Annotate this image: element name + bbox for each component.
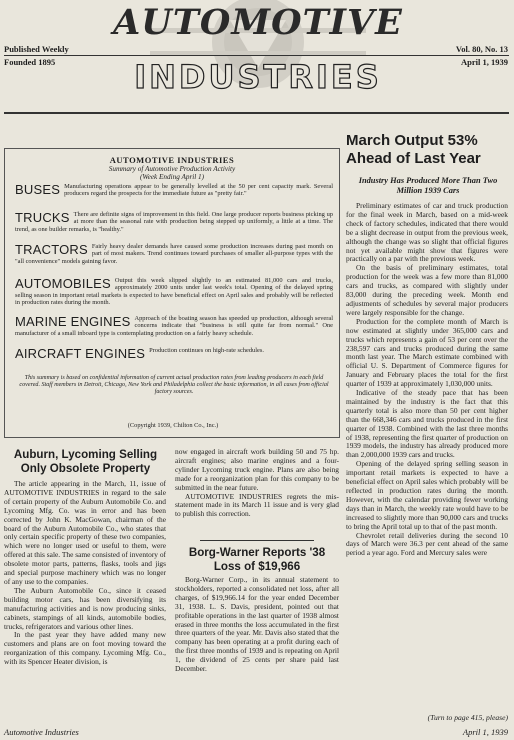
auburn-continuation-2: AUTOMOTIVE INDUSTRIES regrets the mis-statement made in its March 11 issue and is very glad to publish this correction.: [175, 491, 339, 519]
summary-title: AUTOMOTIVE INDUSTRIES: [109, 155, 235, 165]
auburn-paragraph-1: The article appearing in the March, 11, issue of AUTOMOTIVE INDUSTRIES in regard to the sale of certain property of the Auburn Automobile Co. and Lycoming Mfg. Co. was in error and has been corrected by John K. MacGowan, chairman of the board of the Auburn Automobile Co., who states that only certain specific property of these two companies, which were no longer used or useful to them, were offered at this sale. The same consisted of inventory of obsolete motor parts, patterns, flasks, tools and jigs and special purpose machinery which was no longer of any use to the companies.: [4, 480, 166, 586]
production-summary-box: [4, 148, 340, 438]
summary-entry-marine-engines: [15, 315, 333, 337]
auburn-continuation: [175, 448, 339, 536]
footer-date: April 1, 1939: [462, 727, 508, 737]
borg-warner-paragraph: Borg-Warner Corp., in its annual statement to stockholders, reported a consolidated net loss, after all charges, of $19,966.14 for the year ended December 31, 1938. L. S. Davis, president, pointed out that profitable operations in the last quarter of 1938 almost erased in three months the loss accumulated in the first three quarters of the year. Mr. Davis also stated that the company has been operating at a profit during each of the first three months of 1939 and is repeating on April 1, the dividend of 25 cents per share paid last December.: [175, 576, 339, 674]
entry-text: Approach of the boating season has speeded up production, although several concerns indicate that "business is still quite far from normal." One manufacturer of a small inboard type is contemplating production on a fairly heavy schedule.: [15, 315, 333, 337]
entry-text: Fairly heavy dealer demands have caused some production increases during past month on part of most makers. Trend continues toward purchases of smaller all-purpose types with the "all convenience" models gaining favor.: [15, 243, 333, 265]
masthead: [0, 0, 514, 112]
march-paragraph-5: Opening of the delayed spring selling season in important retail markets is expected to have a beneficial effect on April sales which probably will be reflected in production rates during the month. However, with the calendar providing fewer working days than in March, the weekly rate would have to be increased to slightly more than 90,000 cars and trucks to bring the April total up to that of the past month.: [346, 459, 508, 531]
entry-heading: TRUCKS: [15, 210, 70, 225]
masthead-title-automotive: AUTOMOTIVE: [113, 2, 403, 43]
entry-text: There are definite signs of improvement in this field. One large producer reports business picking up at more than the seasonal rate with production being stepped up uniformly, a little at a time. The trend, as one builder remarks, is "healthy.": [15, 211, 333, 233]
march-paragraph-1: Preliminary estimates of car and truck production for the final week in March, based on a mid-week check of factory schedules, indicated that there would be a slight decrease in output from the previous week, although the change was so slight that official figures not yet available might show that figures were practically on a par with the previous week.: [346, 202, 508, 264]
column-divider: [200, 540, 314, 541]
entry-text: Production continues on high-rate schedules.: [149, 347, 264, 354]
entry-heading: BUSES: [15, 182, 61, 197]
auburn-paragraph-3: In the past year they have added many new customers and plans are on foot moving toward the reorganization of this company. Lycoming Mfg. Co., with its Spencer Heater division, is: [4, 630, 166, 667]
march-output-subhead: Industry Has Produced More Than Two Million 1939 Cars: [358, 176, 498, 195]
entry-heading: MARINE ENGINES: [15, 314, 131, 329]
march-paragraph-6: Chevrolet retail deliveries during the second 10 days of March were 36.3 per cent ahead of the same period a year ago. Ford and Mercury sales were: [346, 530, 508, 558]
borg-warner-headline: Borg-Warner Reports '38 Loss of $19,966: [188, 546, 326, 573]
auburn-paragraph-2: The Auburn Automobile Co., since it ceased building motor cars, has been diversifying its manufacturing activities and is now producing sinks, cabinets, stampings of all kinds, automobile bodies, trucks, refrigerators and various other lines.: [4, 585, 166, 631]
march-paragraph-3: Production for the complete month of March is now estimated at slightly under 365,000 cars and trucks which represents a gain of 53 per cent over the 238,597 cars and trucks produced during the same month last year. The March estimate combined with official U. S. Department of Commerce figures for January and February places the total for the first quarter of 1939 at approximately 1,030,000 units.: [346, 316, 508, 389]
entry-heading: AIRCRAFT ENGINES: [15, 346, 146, 361]
issue-date: April 1, 1939: [461, 57, 508, 67]
summary-entry-aircraft-engines: [15, 347, 333, 360]
march-output-body: [346, 202, 508, 714]
summary-copyright: (Copyright 1939, Chilton Co., Inc.): [127, 422, 219, 429]
founded-year: Founded 1895: [4, 57, 56, 67]
auburn-continuation-1: now engaged in aircraft work building 50 and 75 hp. aircraft engines; also marine engines and a four-cylinder Lycoming truck engine. Plans are also being made for a reorganization plan for this company to be submitted in the near future.: [175, 448, 339, 492]
entry-heading: AUTOMOBILES: [15, 276, 111, 291]
summary-subtitle: Summary of Automotive Production Activity: [108, 165, 236, 173]
header-rule: [4, 112, 509, 114]
march-paragraph-4: Indicative of the steady pace that has been maintained by the industry is the fact that this quarterly total is also more than 50 per cent higher than the 668,346 cars and trucks produced in the first quarter of 1938. Combined with the last three months of 1938, representing the first quarter of production on 1939 models, the industry has already produced more than 2,000,000 1939 cars and trucks.: [346, 388, 508, 460]
summary-entry-automobiles: [15, 277, 333, 307]
volume-number: Vol. 80, No. 13: [455, 44, 508, 54]
march-paragraph-2: On the basis of preliminary estimates, total production for the week was a few more than 81,000 cars and trucks, as compared with slightly under 83,000 during the preceding week. Month end adjustments of schedules by several major producers were largely responsible for the change.: [346, 263, 508, 317]
summary-entry-trucks: [15, 211, 333, 233]
auburn-headline: Auburn, Lycoming Selling Only Obsolete Property: [13, 448, 158, 475]
entry-heading: TRACTORS: [15, 242, 88, 257]
continued-on-page[interactable]: (Turn to page 415, please): [427, 713, 508, 722]
published-weekly: Published Weekly: [4, 44, 69, 54]
summary-note: This summary is based on confidential information of current actual production rates from leading producers in each field covered. Staff members in Detroit, Chicago, New York and Philadelphia collect the basic information, in all cases from official factory sources.: [19, 375, 329, 396]
summary-entry-buses: [15, 183, 333, 198]
auburn-body: [4, 480, 166, 718]
footer-publication: Automotive Industries: [4, 727, 79, 737]
borg-warner-body: [175, 576, 339, 722]
masthead-rule: [4, 55, 509, 56]
summary-week: (Week Ending April 1): [139, 173, 205, 181]
entry-text: Manufacturing operations appear to be generally levelled at the 50 per cent capacity mark. Several producers regard the prospects for the immediate future as "pretty fair.": [64, 183, 333, 198]
march-output-headline: March Output 53% Ahead of Last Year: [346, 132, 481, 167]
entry-text: Output this week slipped slightly to an estimated 81,000 cars and trucks, approximately 2000 units under last week's total. Opening of the delayed spring selling season in important retail markets is expected to have beneficial effect on April sales and probably will be reflected in production rates during the month.: [15, 277, 333, 307]
summary-entry-tractors: [15, 243, 333, 265]
masthead-title-industries: INDUSTRIES: [134, 58, 382, 96]
